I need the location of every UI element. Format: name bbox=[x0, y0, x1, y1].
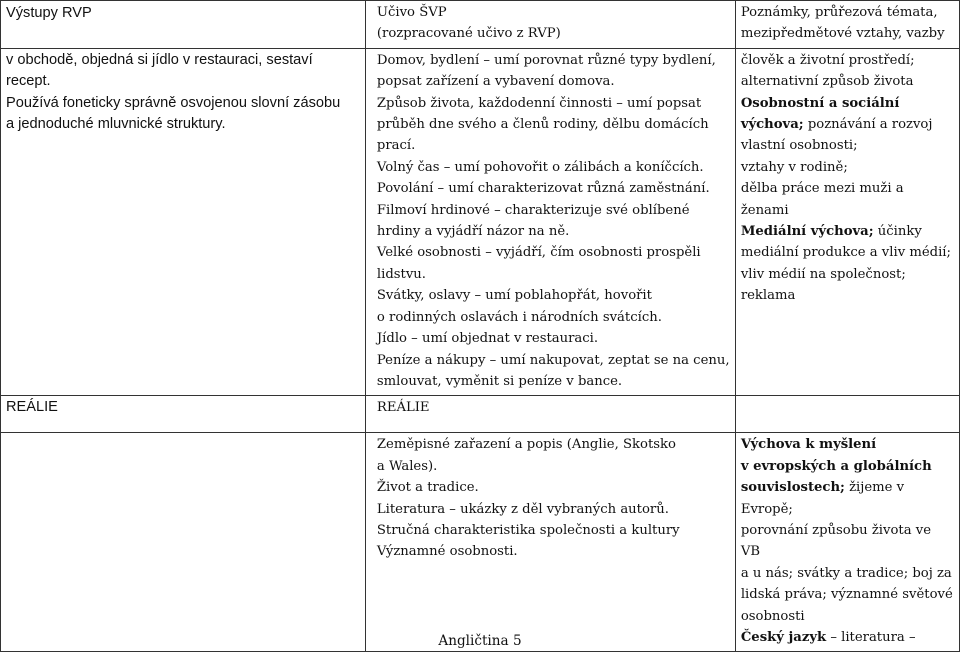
output-line: v obchodě, objedná si jídlo v restauraci, sestaví bbox=[6, 51, 313, 68]
header-notes-line: mezipředmětové vztahy, vazby bbox=[740, 26, 945, 42]
content-line: Svátky, oslavy – umí poblahopřát, hovořit bbox=[376, 288, 652, 304]
note-text: žijeme v Evropě; bbox=[740, 480, 905, 517]
section-label: REÁLIE bbox=[6, 399, 58, 416]
notes-cell bbox=[735, 48, 959, 396]
content-line: Stručná charakteristika společnosti a kultury bbox=[376, 522, 680, 538]
output-line: a jednoduché mluvnické struktury. bbox=[6, 116, 226, 133]
note-line: vztahy v rodině; bbox=[740, 159, 848, 175]
note-line bbox=[741, 477, 954, 520]
table-row bbox=[1, 433, 960, 652]
page-footer: Angličtina 5 bbox=[438, 633, 522, 649]
note-line: porovnání způsobu života ve VB bbox=[740, 522, 932, 560]
note-line: reklama bbox=[740, 288, 796, 304]
content-line: Významné osobnosti. bbox=[376, 544, 518, 560]
outputs-cell bbox=[1, 433, 366, 652]
table-header-row bbox=[1, 1, 960, 49]
section-label-content bbox=[365, 396, 735, 433]
section-label: REÁLIE bbox=[376, 400, 430, 416]
note-line: člověk a životní prostředí; bbox=[740, 52, 915, 68]
section-label-notes bbox=[735, 396, 959, 433]
note-line bbox=[741, 434, 954, 455]
header-notes bbox=[735, 1, 959, 49]
notes-cell bbox=[735, 433, 959, 652]
content-line: lidstvu. bbox=[376, 266, 426, 282]
content-line: průběh dne svého a členů rodiny, dělbu domácích bbox=[376, 117, 709, 133]
note-line: lidská práva; významné světové bbox=[740, 587, 953, 603]
content-line: prací. bbox=[376, 138, 416, 154]
note-text: – literatura – bbox=[826, 629, 916, 645]
note-line bbox=[741, 456, 954, 477]
note-line bbox=[741, 93, 954, 114]
note-line: dělba práce mezi muži a ženami bbox=[740, 181, 904, 218]
content-line: Volný čas – umí pohovořit o zálibách a koníčcích. bbox=[376, 159, 704, 175]
note-line: osobnosti bbox=[740, 608, 805, 624]
content-cell bbox=[365, 48, 735, 396]
output-line: recept. bbox=[6, 73, 51, 90]
content-line: Velké osobnosti – vyjádří, čím osobnosti prospěli bbox=[376, 245, 701, 261]
note-line: a u nás; svátky a tradice; boj za bbox=[740, 565, 952, 581]
content-line: o rodinných oslavách i národních svátcích. bbox=[376, 309, 662, 325]
note-bold: Český jazyk bbox=[740, 629, 827, 645]
note-line: vliv médií na společnost; bbox=[740, 266, 906, 282]
content-line: Život a tradice. bbox=[376, 480, 479, 496]
outputs-cell bbox=[1, 48, 366, 396]
note-line: mediální produkce a vliv médií; bbox=[740, 245, 951, 261]
header-content-line: Učivo ŠVP bbox=[376, 5, 447, 20]
note-line bbox=[741, 114, 954, 135]
note-line: alternativní způsob života bbox=[740, 74, 914, 90]
content-line: popsat zařízení a vybavení domova. bbox=[376, 74, 615, 90]
note-line bbox=[741, 221, 954, 242]
content-line: Filmoví hrdinové – charakterizuje své oblíbené bbox=[376, 202, 690, 218]
content-line: Způsob života, každodenní činnosti – umí popsat bbox=[376, 95, 702, 111]
content-cell bbox=[365, 433, 735, 652]
note-bold: Osobnostní a sociální bbox=[740, 95, 900, 111]
note-bold: Výchova k myšlení bbox=[740, 437, 877, 453]
note-bold: souvislostech; bbox=[740, 480, 845, 496]
content-line: hrdiny a vyjádří názor na ně. bbox=[376, 224, 570, 240]
content-line: smlouvat, vyměnit si peníze v bance. bbox=[376, 373, 623, 389]
header-notes-line: Poznámky, průřezová témata, bbox=[740, 5, 938, 20]
content-line: Peníze a nákupy – umí nakupovat, zeptat se na cenu, bbox=[376, 352, 730, 368]
note-text: účinky bbox=[873, 224, 922, 240]
header-outputs-label: Výstupy RVP bbox=[6, 5, 92, 21]
section-label-outputs bbox=[1, 396, 366, 433]
note-bold: výchova; bbox=[740, 117, 804, 133]
output-line: Používá foneticky správně osvojenou slovní zásobu bbox=[6, 94, 341, 111]
note-bold: v evropských a globálních bbox=[740, 458, 932, 474]
note-bold: Mediální výchova; bbox=[740, 224, 874, 240]
content-line: Domov, bydlení – umí porovnat různé typy bydlení, bbox=[376, 52, 716, 68]
table-row bbox=[1, 396, 960, 433]
header-content bbox=[365, 1, 735, 49]
header-outputs bbox=[1, 1, 366, 49]
content-line: a Wales). bbox=[376, 458, 438, 474]
header-content-line: (rozpracované učivo z RVP) bbox=[376, 26, 561, 42]
content-line: Zeměpisné zařazení a popis (Anglie, Skotsko bbox=[376, 437, 676, 453]
content-line: Literatura – ukázky z děl vybraných autorů. bbox=[376, 501, 669, 517]
note-text: poznávání a rozvoj bbox=[803, 117, 933, 133]
content-line: Jídlo – umí objednat v restauraci. bbox=[376, 331, 599, 347]
note-line: vlastní osobnosti; bbox=[740, 138, 858, 154]
table-row bbox=[1, 48, 960, 396]
content-line: Povolání – umí charakterizovat různá zaměstnání. bbox=[376, 181, 710, 197]
